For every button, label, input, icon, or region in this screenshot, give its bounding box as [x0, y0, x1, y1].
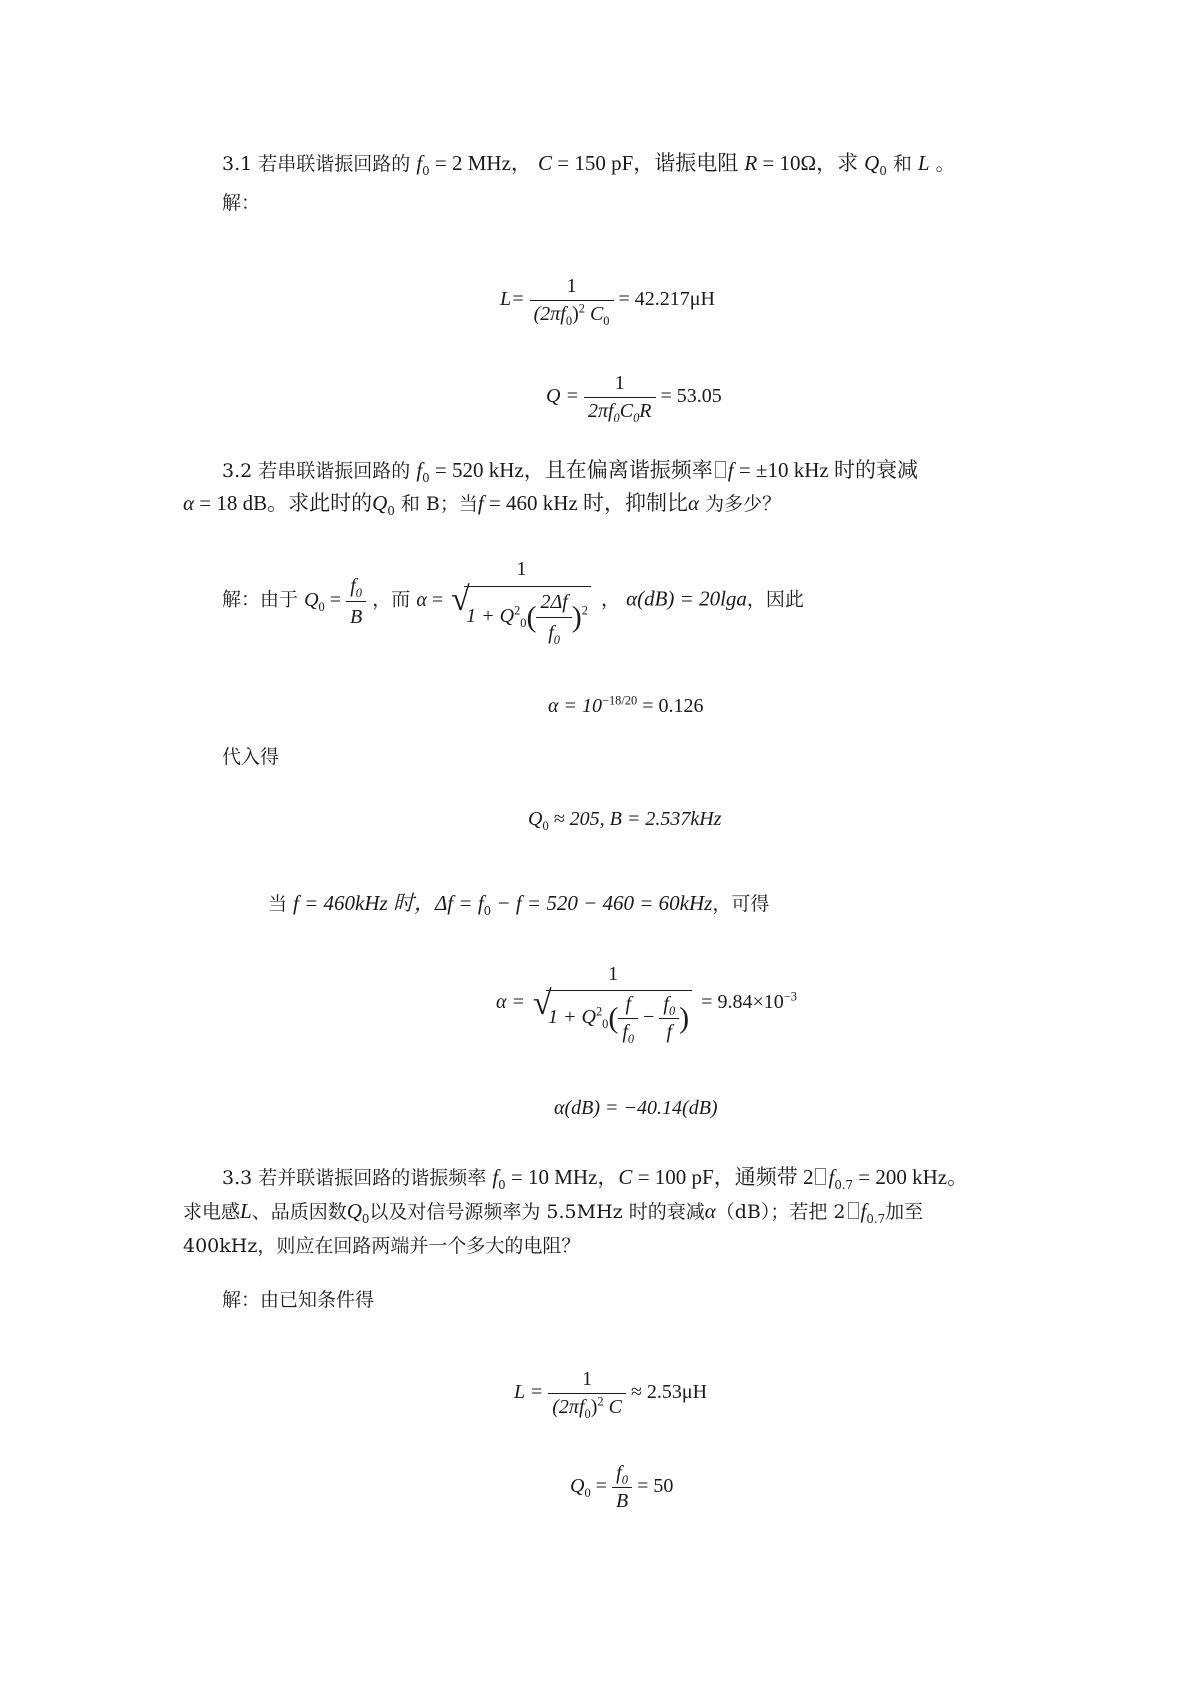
- missing-glyph-box: [815, 1168, 826, 1185]
- text: = 200 kHz。: [853, 1165, 969, 1189]
- symbol: L: [917, 151, 930, 175]
- eq-alpha-definition: α = 1 √ $1 + Q^2_0$( $\frac{2\Delta f}{f_0}$ )$^2$: [416, 589, 595, 611]
- problem-3-3-line2: [183, 1198, 923, 1225]
- subscript: 0: [668, 1004, 676, 1018]
- problem-3-1-statement: [222, 150, 955, 177]
- text: f: [616, 1462, 622, 1484]
- denominator: f: [659, 1018, 679, 1044]
- text: α = 10: [548, 695, 602, 717]
- subscript: 0: [318, 599, 325, 614]
- subscript: 0: [553, 633, 560, 647]
- problem-3-3-line3: 400kHz，则应在回路两端并一个多大的电阻？: [183, 1235, 581, 1257]
- symbol: R: [744, 151, 758, 175]
- symbol: α(dB) = 20lg: [626, 586, 737, 611]
- text: (2πf: [533, 303, 566, 325]
- text: 当: [268, 893, 294, 915]
- symbol: f: [492, 1165, 499, 1189]
- text: −: [638, 1006, 660, 1029]
- text: =: [324, 588, 346, 611]
- eq-rhs: ≈ 2.53μH: [630, 1381, 708, 1404]
- paren: (: [526, 600, 537, 634]
- numerator: 1: [582, 1368, 593, 1390]
- fraction: [548, 1368, 626, 1419]
- symbol: Q: [528, 808, 543, 830]
- equation-alpha-db: [554, 1097, 718, 1120]
- square-root: [546, 990, 692, 1044]
- inner-fraction: [618, 993, 638, 1044]
- text: 2πf: [587, 400, 614, 422]
- symbol: Q: [372, 491, 388, 515]
- text: ，: [601, 588, 621, 611]
- equation-alpha-big: [496, 963, 797, 1044]
- text: f: [663, 993, 669, 1015]
- symbol: α: [183, 491, 195, 515]
- numerator: [659, 993, 679, 1018]
- eq-rhs: = 9.84×10: [701, 991, 784, 1014]
- missing-glyph-box: [848, 1202, 859, 1219]
- text: C: [603, 1396, 622, 1418]
- numerator: 1: [516, 558, 527, 580]
- superscript: 2: [578, 301, 585, 316]
- subscript: 0: [603, 314, 610, 328]
- equation-q0-parallel: [570, 1462, 673, 1513]
- denominator: B: [612, 1487, 632, 1513]
- eq-lhs: L =: [514, 1381, 549, 1404]
- substitute-label: 代入得: [222, 746, 280, 768]
- fraction: [346, 573, 366, 630]
- text: （dB）；若把 2: [715, 1201, 846, 1223]
- symbol: Q: [346, 1199, 362, 1223]
- symbol: C: [537, 151, 552, 175]
- symbol: f: [727, 458, 734, 482]
- solution-3-2-line: [222, 556, 804, 646]
- symbol: α: [688, 491, 700, 515]
- when-line: [268, 890, 769, 917]
- numerator: [612, 1462, 632, 1487]
- square-root: [464, 586, 591, 646]
- problem-3-3-line1: [222, 1164, 968, 1191]
- text: = 0.126: [637, 695, 704, 717]
- subscript: 0: [602, 1017, 609, 1032]
- eq-lhs: α =: [496, 991, 530, 1014]
- problem-3-2-line1: [222, 457, 918, 484]
- numerator: 1: [566, 275, 577, 297]
- text: ，因此: [746, 588, 804, 611]
- subscript: 0: [542, 819, 549, 833]
- denominator: B: [346, 601, 366, 630]
- symbol: f: [416, 151, 423, 175]
- paren: (: [608, 1001, 619, 1035]
- fraction: [448, 556, 595, 646]
- subscript: 0: [879, 163, 887, 178]
- numerator: 1: [614, 372, 625, 394]
- text: f: [548, 622, 554, 644]
- symbol: f: [477, 491, 484, 515]
- symbol: f: [293, 891, 299, 915]
- symbol: Q: [570, 1475, 585, 1498]
- text: 3.1 若串联谐振回路的: [222, 153, 411, 175]
- text: 。: [929, 153, 955, 175]
- subscript: 0: [361, 1211, 370, 1226]
- denominator: [618, 1018, 638, 1044]
- equation-alpha-value: [548, 695, 704, 718]
- eq-rhs: = 42.217μH: [618, 288, 715, 311]
- text: C: [584, 303, 604, 325]
- symbol: L: [240, 1199, 252, 1223]
- denominator: [530, 988, 696, 1044]
- denominator: [536, 617, 571, 646]
- paren: ): [571, 600, 582, 634]
- text: = 10 MHz，: [505, 1165, 619, 1189]
- subscript: 0: [565, 314, 573, 328]
- text: ≈ 205, B = 2.537kHz: [548, 808, 722, 830]
- text: 以及对信号源频率为 5.5MHz 时的衰减: [369, 1201, 705, 1223]
- symbol: α: [704, 1199, 716, 1223]
- text: ，可得: [712, 893, 770, 915]
- text: − f = 520 − 460 = 60kHz: [491, 891, 713, 915]
- symbol: Q: [864, 151, 880, 175]
- text: 和 B；当: [394, 493, 478, 515]
- subscript: 0.7: [866, 1211, 886, 1226]
- eq-lhs: Q =: [546, 385, 584, 408]
- symbol: f: [828, 1165, 835, 1189]
- subscript: 0: [613, 411, 620, 425]
- fraction: [612, 1462, 632, 1513]
- missing-glyph-box: [715, 461, 726, 478]
- subscript: 0: [498, 1177, 506, 1192]
- equation-q: [546, 372, 722, 423]
- text: f: [622, 1021, 628, 1043]
- text: = 2 MHz，: [429, 151, 532, 175]
- symbol: f: [416, 458, 423, 482]
- text: = 460kHz 时，: [298, 891, 435, 915]
- subscript: 0: [621, 1473, 628, 1487]
- text: C: [619, 400, 634, 422]
- fraction: [530, 963, 696, 1044]
- equation-inductance: [500, 275, 715, 326]
- text: Δf = f: [434, 891, 484, 915]
- denominator: [530, 300, 614, 326]
- numerator: 2Δf: [540, 591, 568, 613]
- solution-label: 解：: [222, 192, 261, 214]
- subscript: 0: [584, 1486, 591, 1501]
- fraction: [530, 275, 614, 326]
- superscript: −3: [783, 989, 797, 1004]
- text: 和: [886, 153, 918, 175]
- numerator: 1: [608, 963, 619, 985]
- symbol: C: [618, 1165, 633, 1189]
- subscript: 0: [483, 903, 492, 918]
- numerator: f: [625, 993, 632, 1015]
- denominator: [584, 397, 656, 423]
- symbol: Q: [304, 588, 319, 611]
- fraction: [584, 372, 656, 423]
- text: 3.3 若并联谐振回路的谐振频率: [222, 1167, 487, 1189]
- text: = 150 pF，谐振电阻: [551, 151, 739, 175]
- text: ): [572, 303, 579, 325]
- text: R: [639, 400, 652, 422]
- eq-rhs: = 50: [637, 1475, 674, 1498]
- text: = 460 kHz 时，抑制比: [483, 491, 689, 515]
- text: = 520 kHz，且在偏离谐振频率: [429, 458, 713, 482]
- text: 1 + Q: [548, 1006, 596, 1029]
- problem-3-2-line2: [183, 490, 781, 517]
- text: 1 + Q: [466, 605, 515, 628]
- superscript: 2: [581, 603, 588, 618]
- denominator: [548, 1393, 626, 1419]
- subscript: 0: [627, 1032, 635, 1046]
- text: 为多少？: [699, 493, 782, 515]
- equation-l-parallel: [514, 1368, 707, 1419]
- subscript: 0: [584, 1407, 591, 1421]
- superscript: 2: [595, 1004, 603, 1019]
- text: 3.2 若串联谐振回路的: [222, 460, 411, 482]
- text: 、品质因数: [251, 1201, 347, 1223]
- eq-q0-fraction: [304, 574, 366, 628]
- text: = 100 pF，通频带 2: [632, 1165, 814, 1189]
- text: = 18 dB。求此时的: [194, 491, 373, 515]
- solution-3-3-label: 解：由已知条件得: [222, 1289, 375, 1311]
- superscript: −18/20: [602, 693, 638, 708]
- superscript: 2: [597, 1394, 604, 1409]
- symbol: α: [416, 588, 427, 611]
- text: ): [590, 1396, 598, 1418]
- text: f: [350, 574, 356, 597]
- inner-fraction: [659, 993, 679, 1044]
- text: α(dB) = −40.14(dB): [554, 1097, 718, 1119]
- text: = ±10 kHz 时的衰减: [733, 458, 918, 482]
- text: ，而: [372, 588, 411, 611]
- denominator: [448, 584, 595, 646]
- symbol: a: [736, 586, 747, 611]
- subscript: 0: [355, 585, 362, 600]
- text: =: [590, 1475, 612, 1498]
- equation-result-q0-b: [528, 808, 721, 831]
- numerator: [346, 573, 366, 601]
- subscript: 0: [520, 616, 527, 631]
- subscript: 0: [422, 470, 430, 485]
- eq-lhs: L=: [500, 288, 525, 311]
- symbol: f: [860, 1199, 867, 1223]
- subscript: 0: [422, 163, 430, 178]
- text: 求电感: [183, 1201, 241, 1223]
- text: 加至: [885, 1201, 924, 1223]
- subscript: 0: [633, 411, 640, 425]
- eq-rhs: = 53.05: [660, 385, 722, 408]
- text: = 10Ω，求: [757, 151, 859, 175]
- text: 解：由于: [222, 588, 299, 611]
- superscript: 2: [514, 603, 521, 618]
- paren: ): [679, 1001, 690, 1035]
- subscript: 0: [387, 503, 395, 518]
- subscript: 0.7: [834, 1177, 854, 1192]
- text: (2πf: [552, 1396, 585, 1418]
- inner-fraction: [536, 589, 571, 646]
